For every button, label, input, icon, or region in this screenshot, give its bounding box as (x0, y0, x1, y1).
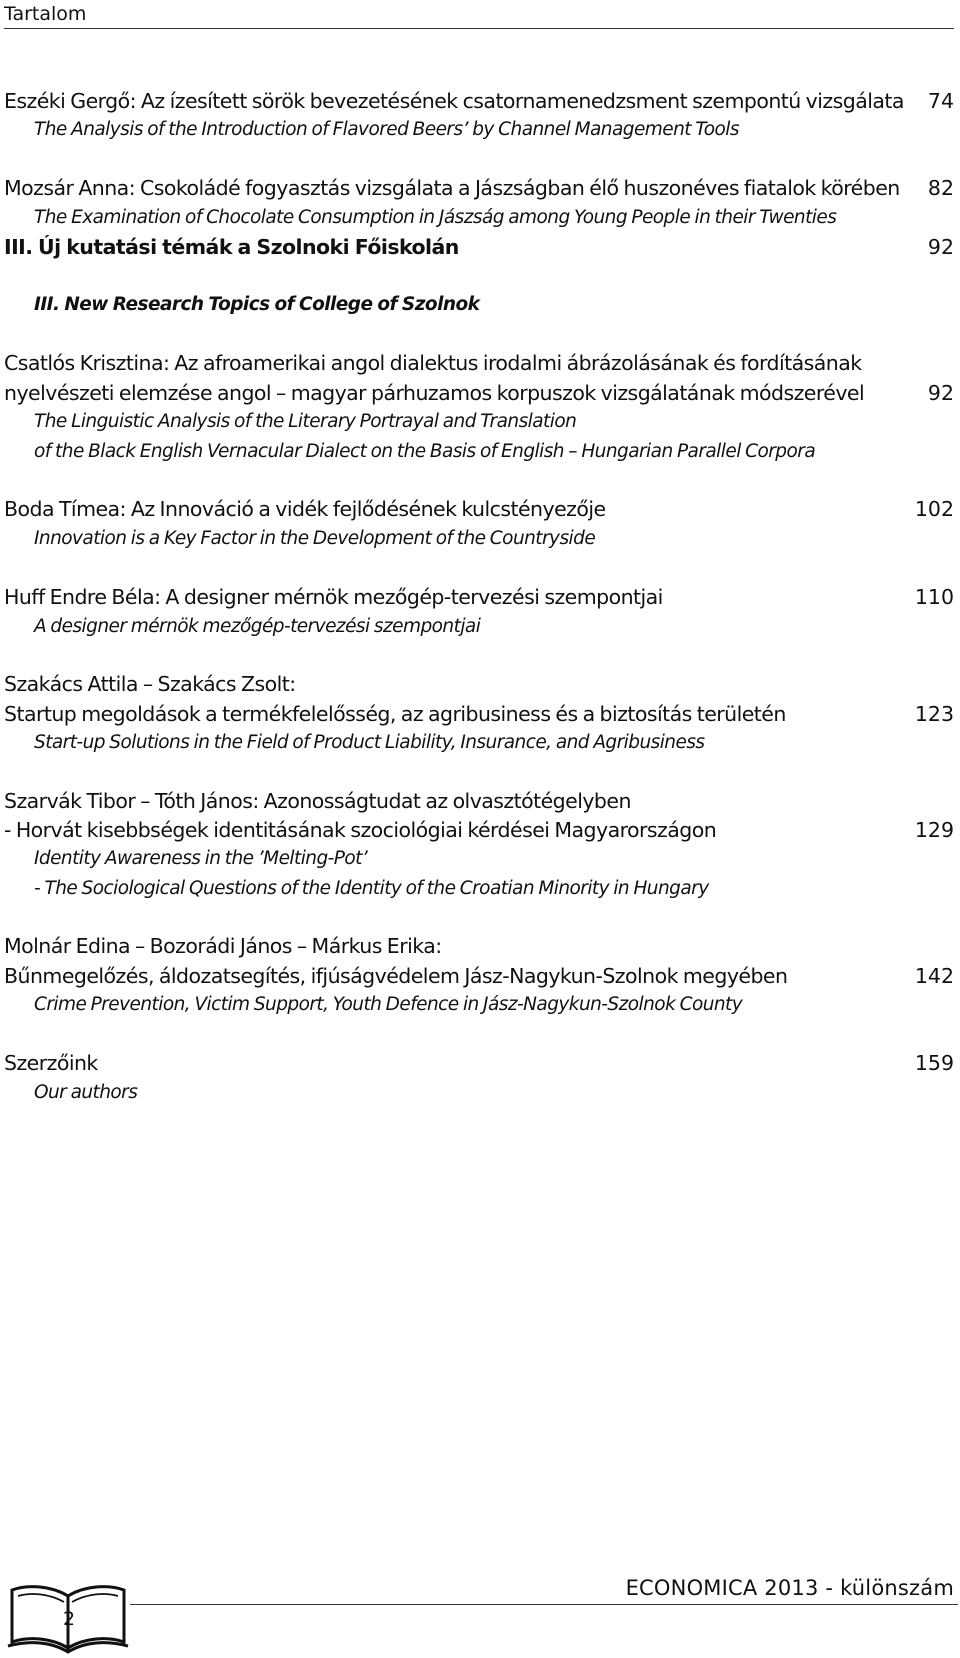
toc-entry-title[interactable]: Huff Endre Béla: A designer mérnök mezőgép-tervezési szempontjai (4, 585, 663, 609)
toc-entry-subtitle-line1: Identity Awareness in the ’Melting-Pot’ (34, 848, 368, 869)
toc-page-number: 129 (914, 818, 954, 842)
toc-entry-subtitle: The Analysis of the Introduction of Flavored Beers’ by Channel Management Tools (34, 119, 739, 140)
toc-entry-title[interactable]: Bűnmegelőzés, áldozatsegítés, ifjúságvédelem Jász-Nagykun-Szolnok megyében (4, 964, 788, 988)
footer-divider (130, 1604, 958, 1605)
toc-page-number: 82 (927, 176, 954, 200)
toc-entry-subtitle-line2: - The Sociological Questions of the Identity of the Croatian Minority in Hungary (34, 878, 709, 899)
toc-entry-authors[interactable]: Molnár Edina – Bozorádi János – Márkus Erika: (4, 934, 442, 958)
page-header (4, 2, 954, 29)
toc-entry-subtitle: Crime Prevention, Victim Support, Youth Defence in Jász-Nagykun-Szolnok County (34, 994, 743, 1015)
toc-entry-title-line1[interactable]: Szarvák Tibor – Tóth János: Azonosságtudat az olvasztótégelyben (4, 789, 631, 813)
header-title: Tartalom (4, 3, 87, 25)
toc-entry-title[interactable]: Szerzőink (4, 1051, 98, 1075)
toc-page-number: 102 (914, 497, 954, 521)
toc-section-subtitle: III. New Research Topics of College of Szolnok (34, 294, 480, 315)
toc-entry-subtitle-line1: The Linguistic Analysis of the Literary Portrayal and Translation (34, 411, 577, 432)
toc-entry-title[interactable]: Startup megoldások a termékfelelősség, az agribusiness és a biztosítás területén (4, 702, 786, 726)
journal-title: ECONOMICA 2013 - különszám (625, 1576, 954, 1600)
toc-entry-title-line2[interactable]: nyelvészeti elemzése angol – magyar párhuzamos korpuszok vizsgálatának módszerével (4, 381, 865, 405)
toc-page-number: 110 (914, 585, 954, 609)
page-number: 2 (63, 1608, 76, 1630)
toc-entry-subtitle: Innovation is a Key Factor in the Development of the Countryside (34, 528, 596, 549)
toc-entry-title-line2[interactable]: - Horvát kisebbségek identitásának szociológiai kérdései Magyarországon (4, 818, 717, 842)
toc-page-number: 123 (914, 702, 954, 726)
toc-entry-title[interactable]: Eszéki Gergő: Az ízesített sörök bevezetésének csatornamenedzsment szempontú vizsgálata (4, 89, 904, 113)
toc-page-number: 74 (927, 89, 954, 113)
toc-entry-subtitle: Our authors (34, 1082, 138, 1103)
toc-entry-title[interactable]: Mozsár Anna: Csokoládé fogyasztás vizsgálata a Jászságban élő huszonéves fiatalok körében (4, 176, 900, 200)
toc-entry-title[interactable]: Boda Tímea: Az Innováció a vidék fejlődésének kulcstényezője (4, 497, 606, 521)
toc-page-number: 92 (927, 235, 954, 259)
toc-entry-subtitle: Start-up Solutions in the Field of Product Liability, Insurance, and Agribusiness (34, 732, 705, 753)
toc-entry-authors[interactable]: Szakács Attila – Szakács Zsolt: (4, 672, 296, 696)
toc-entry-title-line1[interactable]: Csatlós Krisztina: Az afroamerikai angol dialektus irodalmi ábrázolásának és fordításának (4, 351, 862, 375)
toc-page-number: 159 (914, 1051, 954, 1075)
toc-entry-subtitle: The Examination of Chocolate Consumption in Jászság among Young People in their Twenties (34, 207, 837, 228)
toc-section-title[interactable]: III. Új kutatási témák a Szolnoki Főiskolán (4, 235, 459, 259)
toc-entry-subtitle-line2: of the Black English Vernacular Dialect on the Basis of English – Hungarian Parallel Corpora (34, 441, 816, 462)
toc-page-number: 92 (927, 381, 954, 405)
toc-entry-subtitle: A designer mérnök mezőgép-tervezési szempontjai (34, 616, 481, 637)
toc-page-number: 142 (914, 964, 954, 988)
